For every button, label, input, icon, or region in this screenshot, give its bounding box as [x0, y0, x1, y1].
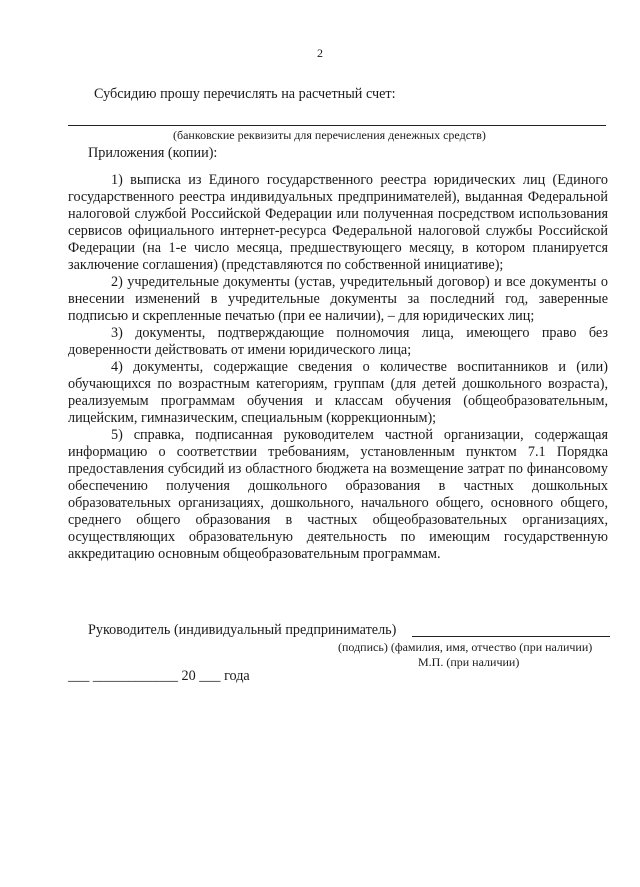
attachments-title: Приложения (копии):	[88, 145, 218, 161]
intro-text: Субсидию прошу перечислять на расчетный счет:	[94, 86, 396, 102]
signature-label: Руководитель (индивидуальный предприниматель)	[88, 622, 397, 638]
bank-details-caption: (банковские реквизиты для перечисления денежных средств)	[173, 128, 486, 142]
attachment-item-5: 5) справка, подписанная руководителем частной организации, содержащая информацию о соответствии требованиям, установленным пунктом 7.1 Порядка предоставления субсидий из областного бюджета на возмещение затрат по финансовому обеспечению получения дошкольного образования в частных дошкольных образовательных организациях, дошкольного, начального общего, основного общего, среднего общего образования в частных общеобразовательных организациях, осуществляющих образовательную деятельность по имеющим государственную аккредитацию основным общеобразовательным программам.	[68, 427, 608, 562]
attachments-list	[68, 172, 608, 563]
attachment-item-4: 4) документы, содержащие сведения о количестве воспитанников и (или) обучающихся по возрастным категориям, группам (для детей дошкольного возраста), реализуемым программам обучения и классам обучения (общеобразовательным, лицейским, гимназическим, специальным (коррекционным);	[68, 359, 608, 426]
attachment-item-1: 1) выписка из Единого государственного реестра юридических лиц (Единого государственного реестра индивидуальных предпринимателей), выданная Федеральной налоговой службой Российской Федерации или полученная посредством использования сервисов официального интернет-ресурса Федеральной налоговой службы Российской Федерации (на 1-е число месяца, предшествующего месяцу, в котором планируется заключение соглашения) (представляются по собственной инициативе);	[68, 172, 608, 273]
date-line: ___ ____________ 20 ___ года	[68, 668, 250, 684]
signature-caption: (подпись) (фамилия, имя, отчество (при наличии)	[338, 640, 593, 654]
attachment-item-3: 3) документы, подтверждающие полномочия лица, имеющего право без доверенности действовать от имени юридического лица;	[68, 325, 608, 358]
attachment-item-2: 2) учредительные документы (устав, учредительный договор) и все документы о внесении изменений в учредительные документы за последний год, заверенные подписью и скрепленные печатью (при ее наличии), – для юридических лиц;	[68, 274, 608, 324]
seal-caption: М.П. (при наличии)	[418, 655, 520, 669]
signature-line	[412, 636, 610, 637]
page-number: 2	[317, 46, 323, 60]
bank-details-line	[68, 125, 606, 126]
